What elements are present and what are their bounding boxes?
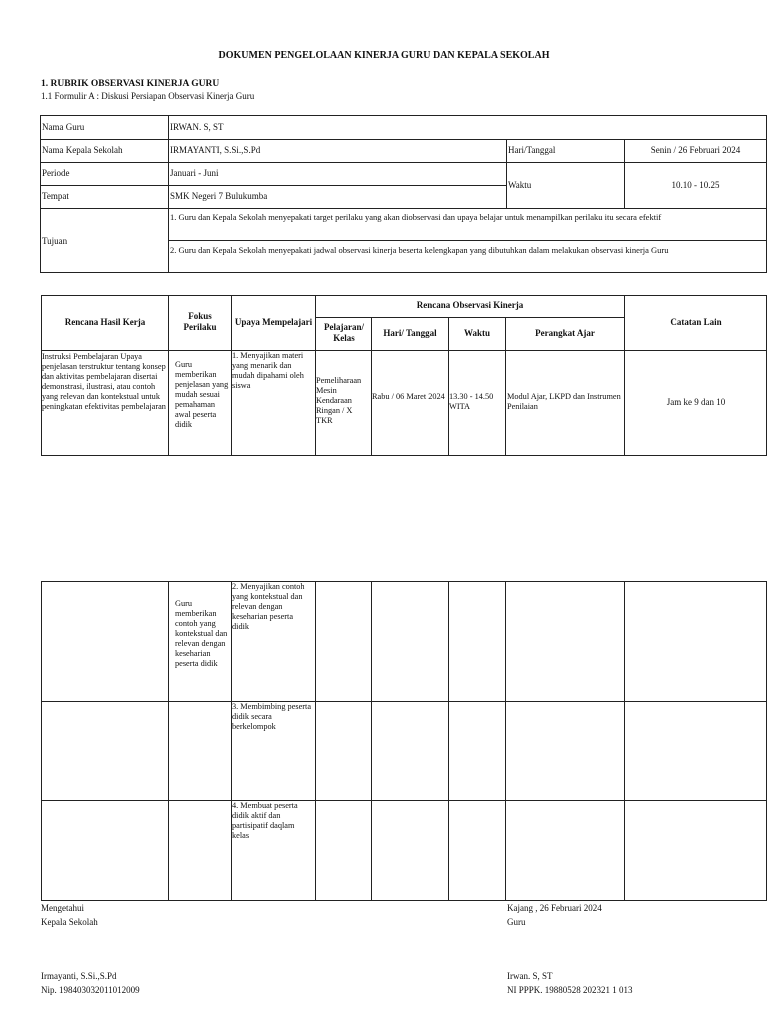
waktu-label: Waktu [508,180,532,190]
row1-hari: Rabu / 06 Maret 2024 [372,392,445,401]
header-pelajaran: Pelajaran/ Kelas [324,322,364,343]
info-row-divider [168,240,767,241]
row1-pelajaran: Pemeliharaan Mesin Kendaraan Ringan / X TKR [316,376,362,425]
tujuan-label: Tujuan [42,236,68,246]
plan-cont-col-divider [448,581,449,901]
row4-upaya: 4. Membuat peserta didik aktif dan partisipatif daqlam kelas [232,801,298,840]
plan-col-divider [168,295,169,456]
sig-left-nip: Nip. 198403032011012009 [41,985,140,995]
row1-catatan: Jam ke 9 dan 10 [666,397,726,407]
periode-value: Januari - Juni [170,168,219,178]
row1-perangkat: Modul Ajar, LKPD dan Instrumen Penilaian [507,392,621,411]
info-row-divider [40,208,767,209]
tempat-value: SMK Negeri 7 Bulukumba [170,191,268,201]
sig-left-line2: Kepala Sekolah [41,917,98,927]
plan-cont-col-divider [624,581,625,901]
plan-cont-border [41,581,767,901]
row2-upaya: 2. Menyajikan contoh yang kontekstual dan relevan dengan keseharian peserta didik [232,582,305,631]
nama-guru-label: Nama Guru [42,122,85,132]
tujuan-item-1: 1. Guru dan Kepala Sekolah menyepakati target perilaku yang akan diobservasi dan upaya belajar untuk menampilkan perilaku itu secara efektif [170,212,662,222]
info-row-divider [40,185,507,186]
header-rhk: Rencana Hasil Kerja [64,317,146,327]
header-perangkat: Perangkat Ajar [535,328,595,338]
section-title: 1. RUBRIK OBSERVASI KINERJA GURU [41,79,220,89]
sig-left-line1: Mengetahui [41,903,84,913]
waktu-value: 10.10 - 10.25 [671,180,720,190]
header-catatan: Catatan Lain [670,317,722,327]
sig-right-line1: Kajang , 26 Februari 2024 [507,903,602,913]
row1-rhk: Instruksi Pembelajaran Upaya penjelasan terstruktur tentang konsep dan aktivitas pembelajaran disertai demonstrasi, ilustrasi, atau contoh yang relevan dan kontekstual untuk peningkatan efektivitas pembelajaran [42,352,166,411]
info-col-divider [168,115,169,273]
subsection-title: 1.1 Formulir A : Diskusi Persiapan Observasi Kinerja Guru [41,91,255,101]
sig-right-line2: Guru [507,917,526,927]
plan-cont-col-divider [371,581,372,901]
row2-fokus: Guru memberikan contoh yang kontekstual dan relevan dengan keseharian peserta didik [175,599,228,668]
header-rencana: Rencana Observasi Kinerja [416,300,524,310]
tempat-label: Tempat [42,191,69,201]
hari-label: Hari/Tanggal [508,145,556,155]
info-row-divider [40,139,767,140]
sig-left-name: Irmayanti, S.Si.,S.Pd [41,971,117,981]
row1-waktu: 13.30 - 14.50 WITA [449,392,494,411]
document-title: DOKUMEN PENGELOLAAN KINERJA GURU DAN KEPALA SEKOLAH [218,50,550,61]
nama-guru-value: IRWAN. S, ST [170,122,224,132]
kepsek-value: IRMAYANTI, S.Si.,S.Pd [170,145,261,155]
row1-fokus: Guru memberikan penjelasan yang mudah sesuai pemahaman awal peserta didik [175,360,229,429]
info-row-divider [40,162,767,163]
periode-label: Periode [42,168,70,178]
header-fokus: Fokus Perilaku [183,311,217,332]
row3-upaya: 3. Membimbing peserta didik secara berkelompok [232,702,312,731]
plan-cont-col-divider [168,581,169,901]
kepsek-label: Nama Kepala Sekolah [42,145,123,155]
sig-right-name: Irwan. S, ST [507,971,553,981]
hari-value: Senin / 26 Februari 2024 [650,145,741,155]
plan-header-divider [41,350,767,351]
plan-header-divider [315,317,624,318]
plan-cont-row-divider [41,800,767,801]
header-hari: Hari/ Tanggal [383,328,437,338]
info-col-divider [506,139,507,208]
plan-cont-col-divider [505,581,506,901]
sig-right-nip: NI PPPK. 19880528 202321 1 013 [507,985,633,995]
plan-cont-col-divider [315,581,316,901]
header-waktu: Waktu [463,328,490,338]
plan-cont-row-divider [41,701,767,702]
header-upaya: Upaya Mempelajari [234,317,313,327]
tujuan-item-2: 2. Guru dan Kepala Sekolah menyepakati jadwal observasi kinerja beserta kelengkapan yang dibutuhkan dalam melakukan observasi kinerja Guru [170,245,669,255]
row1-upaya: 1. Menyajikan materi yang menarik dan mudah dipahami oleh siswa [232,351,304,390]
